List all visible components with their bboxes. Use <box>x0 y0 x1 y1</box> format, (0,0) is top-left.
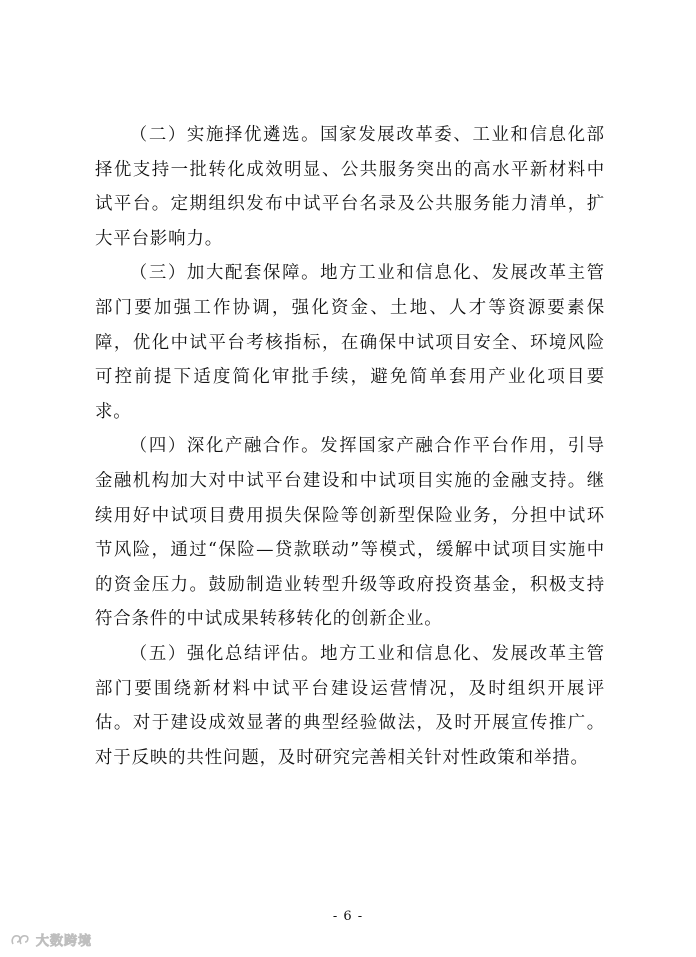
document-body <box>95 118 605 775</box>
paragraph-5 <box>95 637 605 775</box>
paragraph-heading: （三）加大配套保障。 <box>129 263 321 284</box>
paragraph-2 <box>95 118 605 256</box>
watermark-text: 大数跨境 <box>36 934 93 949</box>
paragraph-heading: （四）深化产融合作。 <box>129 436 321 457</box>
watermark-logo-icon <box>10 933 32 947</box>
paragraph-3 <box>95 256 605 429</box>
paragraph-text: 地方工业和信息化、发展改革主管部门要围绕新材料中试平台建设运营情况，及时组织开展评估。对于建设成效显著的典型经验做法，及时开展宣传推广。对于反映的共性问题，及时研究完善相关针对性政策和举措。 <box>95 643 605 768</box>
paragraph-text: 地方工业和信息化、发展改革主管部门要加强工作协调，强化资金、土地、人才等资源要素保障，优化中试平台考核指标，在确保中试项目安全、环境风险可控前提下适度简化审批手续，避免简单套用产业化项目要求。 <box>95 263 605 422</box>
paragraph-text: 国家发展改革委、工业和信息化部择优支持一批转化成效明显、公共服务突出的高水平新材料中试平台。定期组织发布中试平台名录及公共服务能力清单，扩大平台影响力。 <box>95 125 605 249</box>
paragraph-heading: （二）实施择优遴选。 <box>129 125 321 145</box>
paragraph-4 <box>95 429 605 637</box>
watermark <box>10 930 92 949</box>
paragraph-text: 发挥国家产融合作平台作用，引导金融机构加大对中试平台建设和中试项目实施的金融支持。继续用好中试项目费用损失保险等创新型保险业务，分担中试环节风险，通过“保险—贷款联动”等模式，缓解中试项目实施中的资金压力。鼓励制造业转型升级等政府投资基金，积极支持符合条件的中试成果转移转化的创新企业。 <box>95 436 605 630</box>
paragraph-heading: （五）强化总结评估。 <box>129 643 321 664</box>
page-number: - 6 - <box>332 909 364 924</box>
